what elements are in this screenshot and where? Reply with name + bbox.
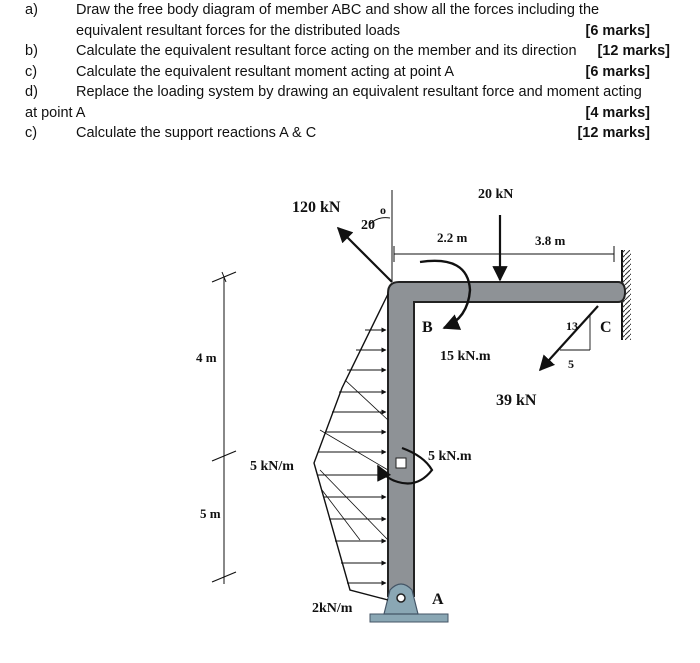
question-c-text: Calculate the equivalent resultant moment acting at point A — [76, 64, 455, 80]
question-a-text-cont: equivalent resultant forces for the distributed loads — [76, 23, 401, 39]
question-e-number: c) — [25, 125, 38, 141]
question-d-text-cont: at point A — [25, 105, 86, 121]
label-c: C — [600, 319, 612, 336]
dim-4m-label: 4 m — [196, 350, 217, 365]
question-a-number: a) — [25, 2, 38, 18]
label-a: A — [432, 591, 444, 608]
label-b: B — [422, 319, 433, 336]
horizontal-dimension — [394, 246, 614, 262]
question-d-number: d) — [25, 84, 38, 100]
question-d-marks: [4 marks] — [585, 105, 650, 121]
distributed-load — [314, 294, 388, 600]
dim-2-2m-label: 2.2 m — [437, 230, 468, 245]
question-b-number: b) — [25, 43, 38, 59]
load-2-label: 2kN/m — [312, 601, 353, 616]
dim-3-8m-label: 3.8 m — [535, 233, 566, 248]
slope-5-label: 5 — [568, 357, 574, 371]
force-120-label: 120 kN — [292, 199, 341, 216]
slope-13-label: 13 — [566, 319, 578, 333]
question-c-number: c) — [25, 64, 38, 80]
load-5-label: 5 kN/m — [250, 459, 294, 474]
question-d-text: Replace the loading system by drawing an equivalent resultant force and moment acting — [76, 84, 642, 100]
question-a-marks: [6 marks] — [585, 23, 650, 39]
question-b-marks: [12 marks] — [597, 43, 670, 59]
question-e-marks: [12 marks] — [577, 125, 650, 141]
angle-degree: o — [380, 203, 386, 217]
force-39-label: 39 kN — [496, 392, 537, 409]
question-c-marks: [6 marks] — [585, 64, 650, 80]
force-20-label: 20 kN — [478, 187, 514, 202]
vertical-dimension — [212, 272, 236, 584]
moment-5-label: 5 kN.m — [428, 449, 472, 464]
question-b-text: Calculate the equivalent resultant force acting on the member and its direction — [76, 43, 577, 59]
question-a-text: Draw the free body diagram of member ABC and show all the forces including the — [76, 2, 600, 18]
angle-20-label: 20 — [361, 218, 375, 233]
moment-15-label: 15 kN.m — [440, 349, 491, 364]
dim-5m-label: 5 m — [200, 506, 221, 521]
question-e-text: Calculate the support reactions A & C — [76, 125, 317, 141]
